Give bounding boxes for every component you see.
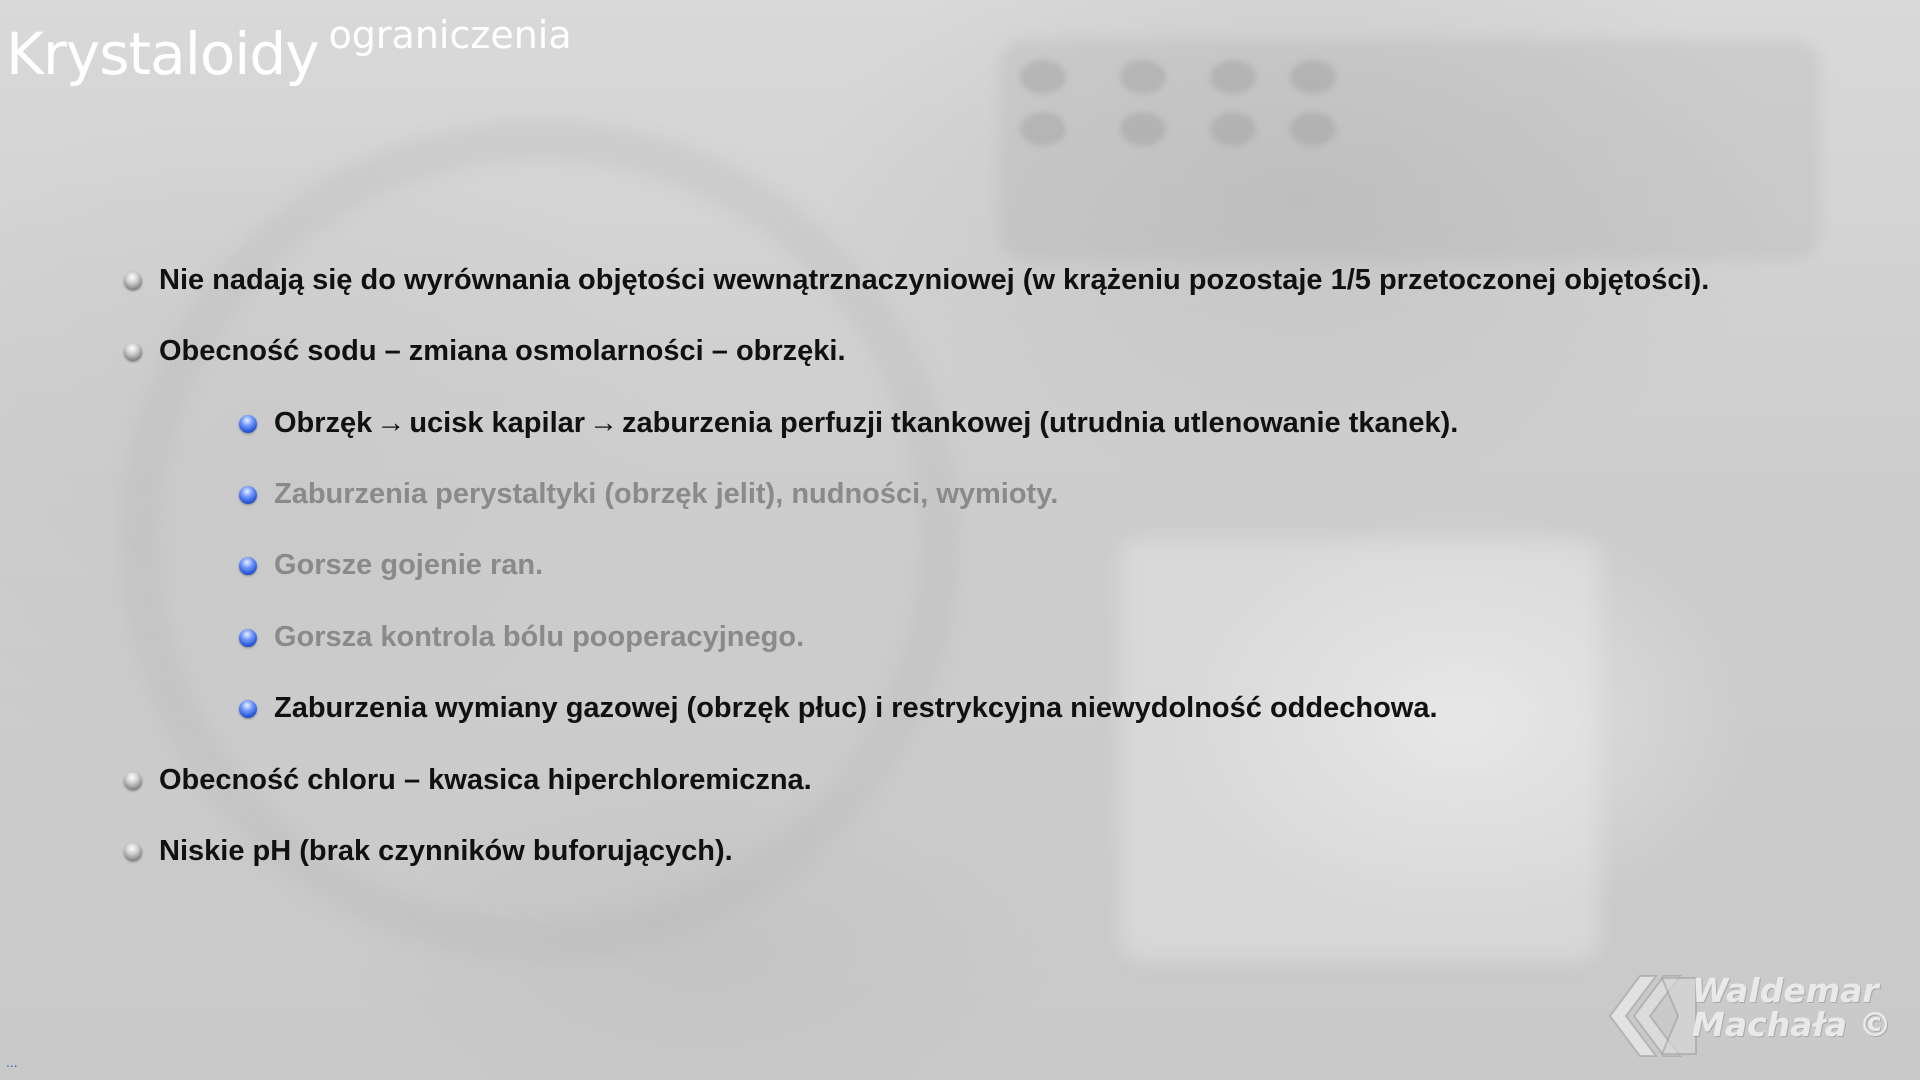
- bullet-icon: [239, 700, 257, 718]
- footer-ellipsis[interactable]: ...: [6, 1054, 18, 1070]
- bullet-text: Obecność chloru – kwasica hiperchloremiczna.: [159, 764, 812, 796]
- list-item: [124, 764, 812, 797]
- bullet-icon: [124, 843, 142, 861]
- bullet-text: Nie nadają się do wyrównania objętości wewnątrznaczyniowej (w krążeniu pozostaje 1/5 przetoczonej objętości).: [159, 264, 1710, 296]
- list-item: [239, 407, 1458, 440]
- bullet-text-part: ucisk kapilar: [409, 407, 586, 439]
- bullet-text-part: zaburzenia perfuzji tkankowej (utrudnia utlenowanie tkanek).: [622, 407, 1459, 439]
- bullet-icon: [239, 557, 257, 575]
- logo-mark-icon: [1604, 968, 1700, 1064]
- list-item: [239, 478, 1058, 511]
- list-item: [239, 692, 1438, 725]
- list-item: [239, 621, 804, 654]
- bullet-icon: [239, 486, 257, 504]
- bullet-icon: [124, 272, 142, 290]
- list-item: [124, 264, 1709, 297]
- bullet-icon: [124, 772, 142, 790]
- list-item: [124, 835, 733, 868]
- subtitle-text: ograniczenia: [328, 13, 572, 57]
- bullet-icon: [124, 343, 142, 361]
- list-item: [239, 549, 543, 582]
- list-item: [124, 335, 846, 368]
- title-text: Krystaloidy: [6, 20, 319, 88]
- arrow-right-icon: →: [376, 407, 406, 439]
- bullet-text-part: Obrzęk: [274, 407, 373, 439]
- bullet-text: Zaburzenia perystaltyki (obrzęk jelit), nudności, wymioty.: [274, 478, 1059, 510]
- bullet-text: Zaburzenia wymiany gazowej (obrzęk płuc) i restrykcyjna niewydolność oddechowa.: [274, 692, 1438, 724]
- bullet-text: Gorsza kontrola bólu pooperacyjnego.: [274, 621, 805, 653]
- logo-line-1: Waldemar: [1692, 971, 1879, 1010]
- bullet-text: Gorsze gojenie ran.: [274, 549, 544, 581]
- logo-text: [1692, 971, 1892, 1044]
- logo-line-2: Machała ©: [1692, 1005, 1892, 1044]
- arrow-right-icon: →: [589, 407, 619, 439]
- bullet-text: Obecność sodu – zmiana osmolarności – obrzęki.: [159, 335, 846, 367]
- bullet-icon: [239, 629, 257, 647]
- bullet-text: Niskie pH (brak czynników buforujących).: [159, 835, 733, 867]
- bullet-icon: [239, 415, 257, 433]
- author-logo: [1604, 968, 1904, 1064]
